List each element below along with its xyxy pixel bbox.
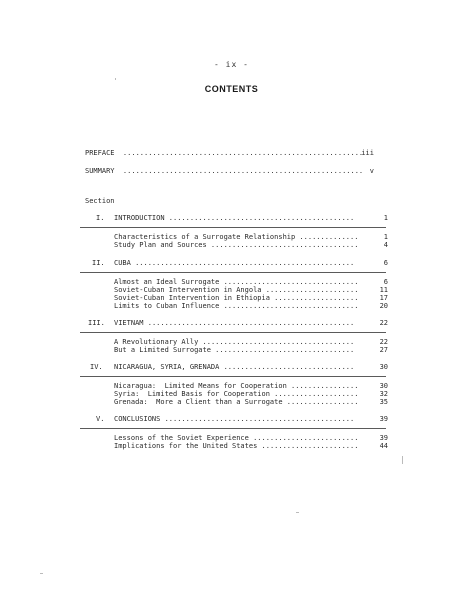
subsection-title: Soviet-Cuban Intervention in Ethiopia — [114, 294, 270, 302]
section-rule — [80, 428, 386, 429]
subsection-page: 27 — [379, 346, 388, 354]
section-numeral: I. — [96, 214, 105, 222]
subsection-page: 4 — [383, 241, 388, 249]
section-title: CUBA — [114, 259, 131, 267]
dot-leaders: ............................................. — [160, 415, 355, 423]
dot-leaders: .................... — [269, 294, 359, 302]
subsection-page: 6 — [383, 278, 388, 286]
section-entry-vietnam — [114, 319, 354, 328]
section-entry-nicaragua-syria-grenada — [114, 363, 354, 372]
subsection-page: 44 — [379, 442, 388, 450]
section-entry-conclusions — [114, 415, 354, 424]
scan-speck — [402, 456, 403, 464]
dot-leaders: ................................ — [219, 302, 359, 310]
subsection-title: Lessons of the Soviet Experience — [114, 434, 249, 442]
subsection-page: 1 — [383, 233, 388, 241]
toc-entry-label: PREFACE — [85, 149, 119, 157]
section-heading: Section — [85, 197, 115, 205]
dot-leaders: ......................................................... — [118, 167, 364, 175]
dot-leaders: ......................... — [248, 434, 359, 442]
dot-leaders: ................................. — [210, 346, 355, 354]
subsection-title: Syria: Limited Basis for Cooperation — [114, 390, 270, 398]
subsection-entry — [114, 346, 354, 355]
section-rule — [80, 272, 386, 273]
section-numeral: IV. — [90, 363, 103, 371]
subsection-title: Soviet-Cuban Intervention in Angola — [114, 286, 262, 294]
toc-entry-summary — [85, 167, 363, 176]
dot-leaders: ................................... — [206, 241, 359, 249]
subsection-title: Nicaragua: Limited Means for Cooperation — [114, 382, 287, 390]
subsection-entry — [114, 442, 358, 451]
section-page: 39 — [379, 415, 388, 423]
section-rule — [80, 227, 386, 228]
scan-speck — [115, 78, 116, 80]
subsection-page: 32 — [379, 390, 388, 398]
contents-title: CONTENTS — [204, 84, 259, 94]
subsection-title: Characteristics of a Surrogate Relationship — [114, 233, 296, 241]
section-numeral: III. — [88, 319, 105, 327]
dot-leaders: .................................................... — [130, 259, 355, 267]
subsection-entry — [114, 302, 358, 311]
subsection-title: Grenada: More a Client than a Surrogate — [114, 398, 283, 406]
scan-speck — [40, 573, 43, 574]
dot-leaders: ............................................ — [164, 214, 355, 222]
section-rule — [80, 332, 386, 333]
section-title: NICARAGUA, SYRIA, GRENADA — [114, 363, 220, 371]
section-page: 6 — [383, 259, 388, 267]
dot-leaders: ............................... — [219, 363, 355, 371]
subsection-title: But a Limited Surrogate — [114, 346, 211, 354]
section-page: 22 — [379, 319, 388, 327]
subsection-page: 20 — [379, 302, 388, 310]
scan-speck — [296, 512, 299, 513]
subsection-entry — [114, 241, 358, 250]
section-numeral: V. — [96, 415, 105, 423]
dot-leaders: .............. — [295, 233, 359, 241]
dot-leaders: ......................................................... — [118, 149, 364, 157]
subsection-page: 11 — [379, 286, 388, 294]
subsection-title: Almost an Ideal Surrogate — [114, 278, 220, 286]
subsection-page: 22 — [379, 338, 388, 346]
section-title: CONCLUSIONS — [114, 415, 161, 423]
toc-entry-page: iii — [361, 149, 374, 157]
dot-leaders: .................... — [269, 390, 359, 398]
subsection-page: 39 — [379, 434, 388, 442]
section-title: INTRODUCTION — [114, 214, 165, 222]
subsection-title: A Revolutionary Ally — [114, 338, 199, 346]
subsection-title: Study Plan and Sources — [114, 241, 207, 249]
section-entry-cuba — [114, 259, 354, 268]
dot-leaders: ................................ — [219, 278, 359, 286]
dot-leaders: ................ — [286, 382, 359, 390]
subsection-entry — [114, 398, 358, 407]
dot-leaders: ....................... — [257, 442, 359, 450]
section-rule — [80, 376, 386, 377]
toc-entry-page: v — [369, 167, 374, 175]
section-page: 1 — [383, 214, 388, 222]
section-page: 30 — [379, 363, 388, 371]
dot-leaders: .................................... — [198, 338, 355, 346]
dot-leaders: ................................................. — [143, 319, 355, 327]
dot-leaders: ................. — [282, 398, 359, 406]
toc-entry-label: SUMMARY — [85, 167, 119, 175]
subsection-title: Limits to Cuban Influence — [114, 302, 220, 310]
section-entry-introduction — [114, 214, 354, 223]
section-numeral: II. — [92, 259, 105, 267]
subsection-page: 17 — [379, 294, 388, 302]
section-title: VIETNAM — [114, 319, 144, 327]
dot-leaders: ...................... — [261, 286, 359, 294]
subsection-page: 30 — [379, 382, 388, 390]
subsection-title: Implications for the United States — [114, 442, 258, 450]
page-number: - ix - — [214, 60, 249, 69]
subsection-page: 35 — [379, 398, 388, 406]
toc-entry-preface — [85, 149, 363, 158]
